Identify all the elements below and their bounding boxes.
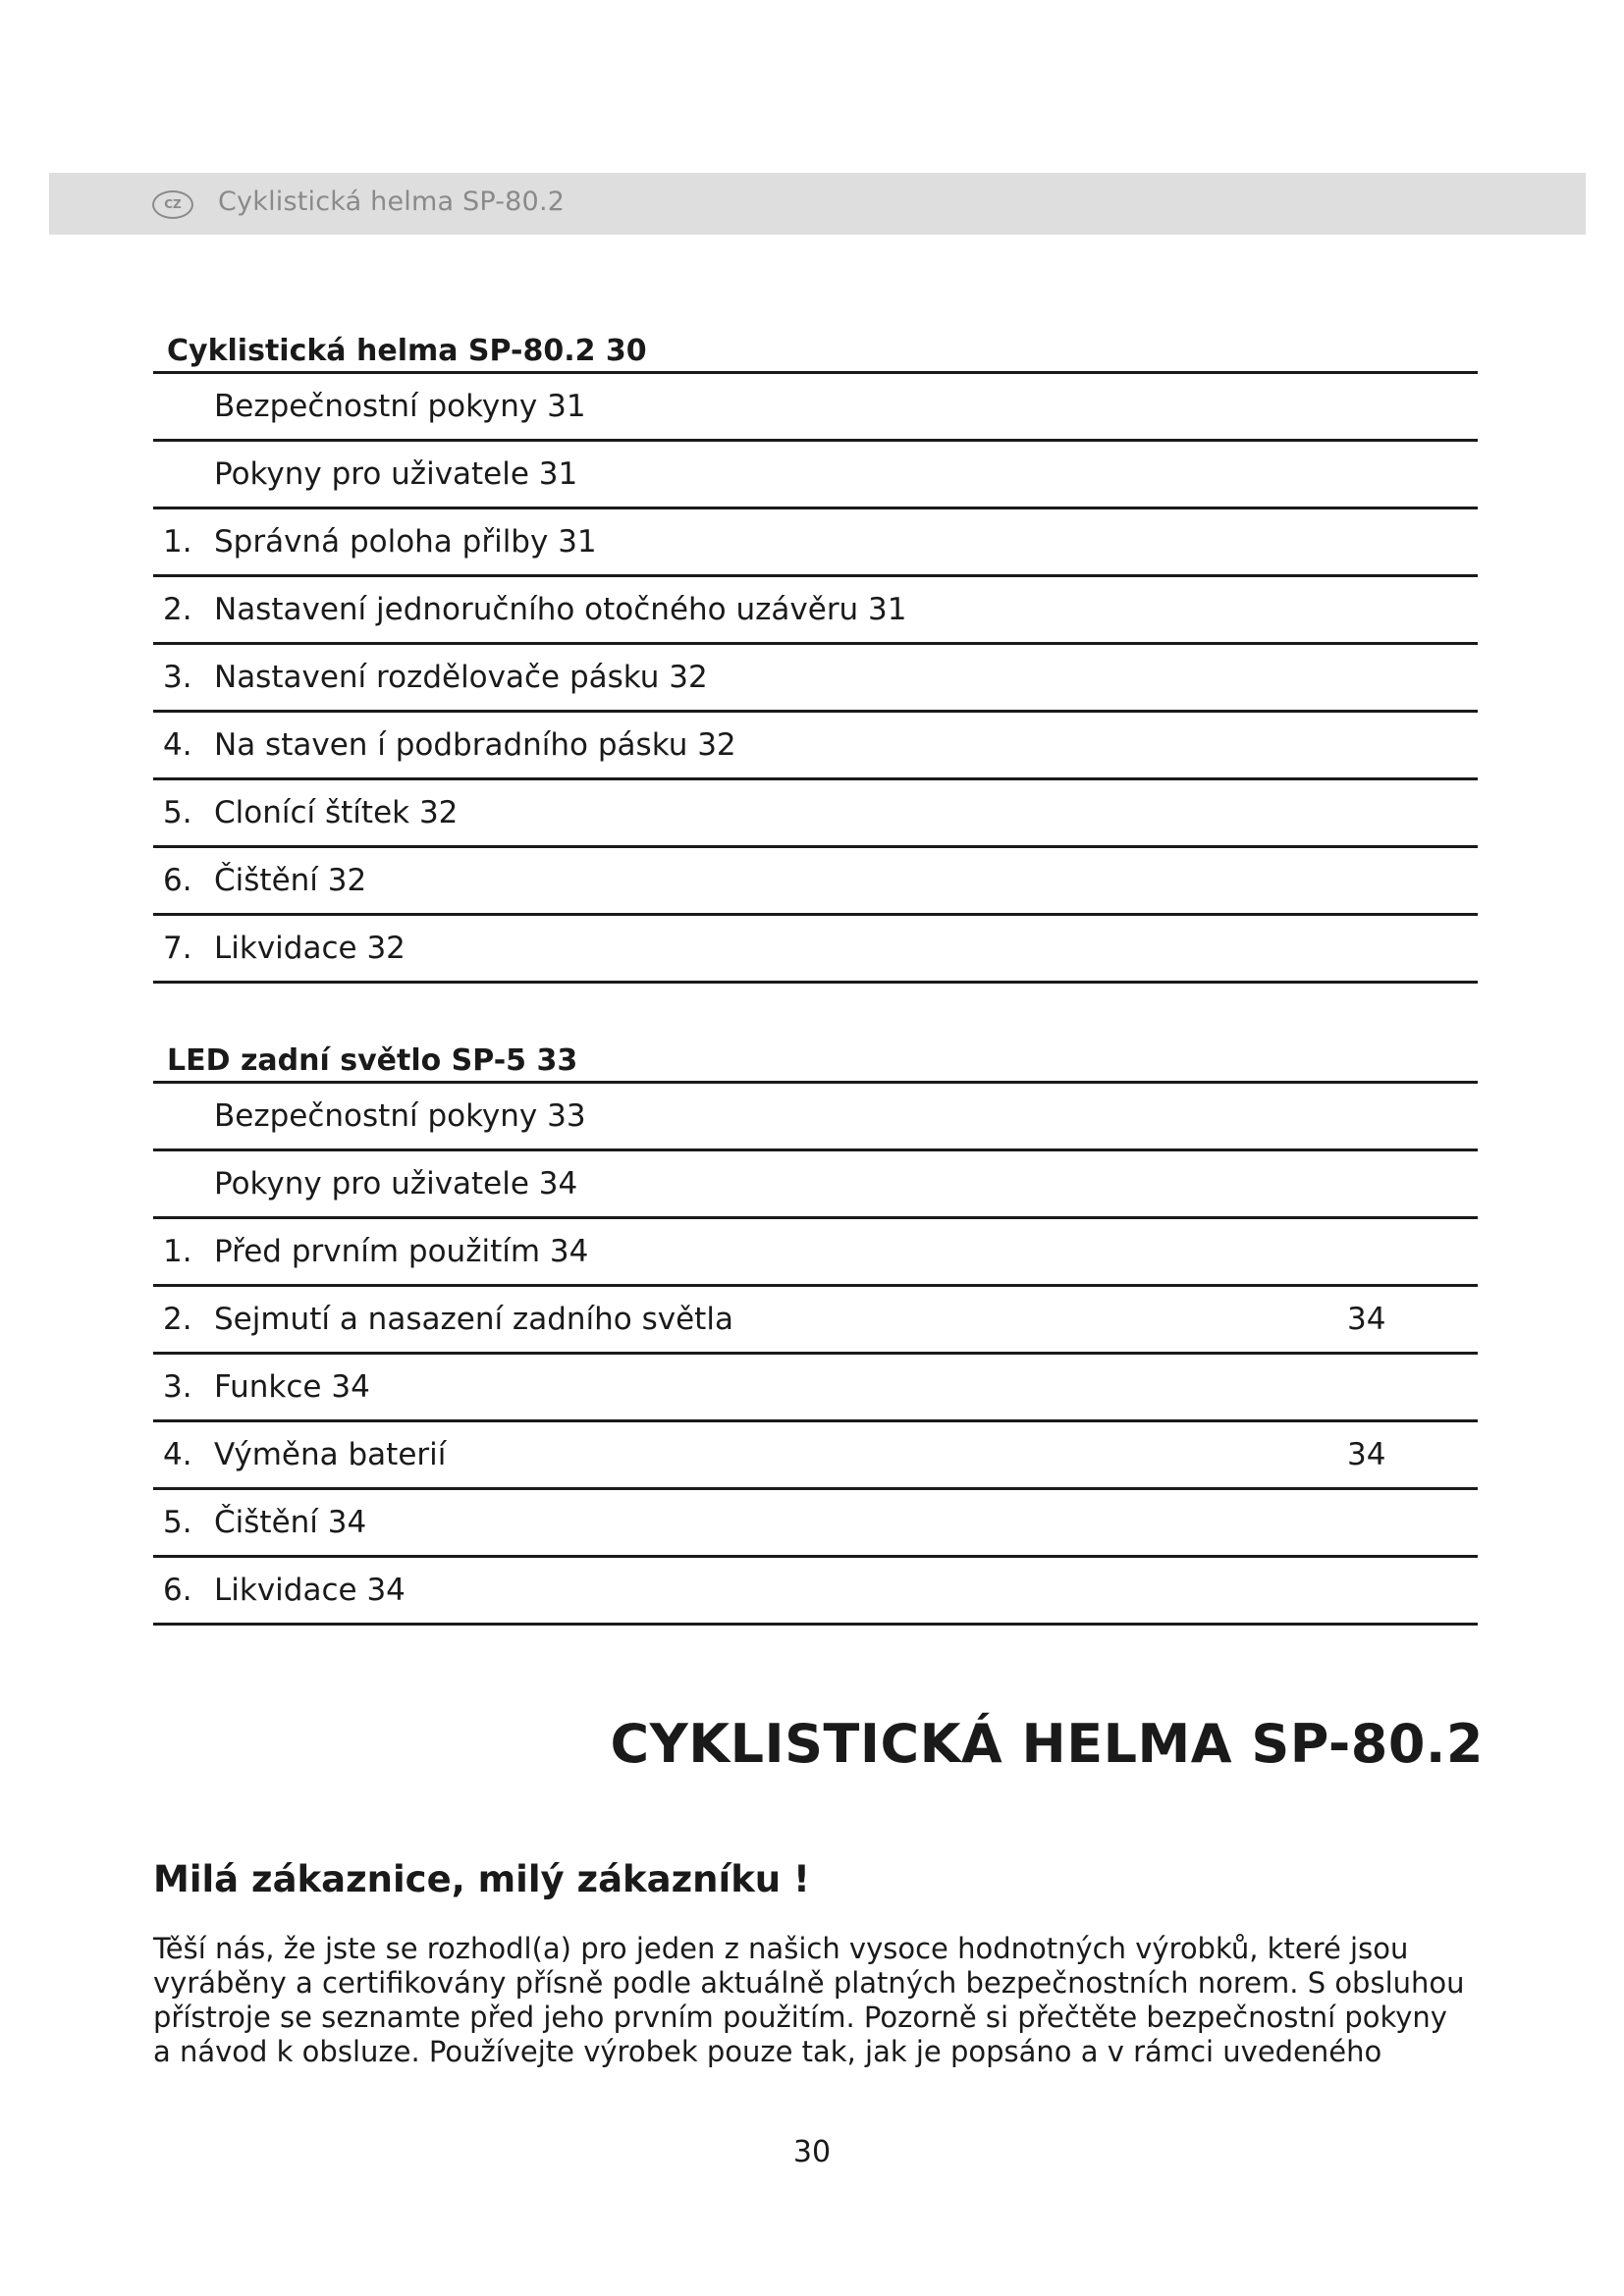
toc-row-label: Před prvním použitím 34 bbox=[214, 1234, 589, 1269]
toc-row-number: 2. bbox=[163, 1302, 192, 1337]
toc-row-number: 3. bbox=[163, 660, 192, 695]
toc-row bbox=[153, 1558, 1478, 1626]
page-number: 30 bbox=[792, 2135, 832, 2169]
intro-line: přístroje se seznamte před jeho prvním použitím. Pozorně si přečtěte bezpečnostní pokyny bbox=[153, 2001, 1447, 2034]
toc-row-page: 34 bbox=[1347, 1302, 1386, 1337]
toc-row-label: Nastavení rozdělovače pásku 32 bbox=[214, 660, 708, 695]
toc-helmet-section bbox=[153, 332, 1478, 984]
toc-row-label: Na staven í podbradního pásku 32 bbox=[214, 727, 736, 763]
toc-row-number: 1. bbox=[163, 524, 192, 560]
toc-row-number: 6. bbox=[163, 863, 192, 898]
toc-row bbox=[153, 1422, 1478, 1490]
toc-row bbox=[153, 916, 1478, 984]
intro-line: vyráběny a certifikovány přísně podle aktuálně platných bezpečnostních norem. S obsluhou bbox=[153, 1966, 1465, 2000]
toc-row-label: Funkce 34 bbox=[214, 1369, 370, 1405]
toc-row-label: Pokyny pro uživatele 31 bbox=[214, 456, 578, 492]
toc-row-label: Nastavení jednoručního otočného uzávěru 31 bbox=[214, 592, 907, 627]
intro-paragraph bbox=[153, 1932, 1498, 2069]
toc-row-label: Čištění 32 bbox=[214, 863, 367, 898]
toc-row bbox=[153, 1219, 1478, 1287]
toc-row bbox=[153, 1084, 1478, 1151]
toc-light-section bbox=[153, 1041, 1478, 1626]
toc-row-label: Správná poloha přilby 31 bbox=[214, 524, 597, 560]
toc-row-label: Likvidace 34 bbox=[214, 1573, 406, 1608]
toc-row-number: 4. bbox=[163, 1437, 192, 1472]
toc-row-number: 5. bbox=[163, 795, 192, 830]
toc-row-number: 1. bbox=[163, 1234, 192, 1269]
header-band bbox=[49, 173, 1586, 235]
toc-row bbox=[153, 780, 1478, 848]
toc-row bbox=[153, 848, 1478, 916]
toc-row bbox=[153, 1151, 1478, 1219]
toc-row bbox=[153, 645, 1478, 713]
toc-row bbox=[153, 1287, 1478, 1355]
toc-row-number: 6. bbox=[163, 1573, 192, 1608]
toc-light-heading: LED zadní světlo SP-5 33 bbox=[153, 1041, 1478, 1084]
toc-row-label: Čištění 34 bbox=[214, 1505, 367, 1540]
toc-row-number: 5. bbox=[163, 1505, 192, 1540]
toc-row bbox=[153, 374, 1478, 442]
toc-row bbox=[153, 1355, 1478, 1422]
toc-row-number: 4. bbox=[163, 727, 192, 763]
toc-row-label: Pokyny pro uživatele 34 bbox=[214, 1166, 578, 1201]
toc-row-page: 34 bbox=[1347, 1437, 1386, 1472]
header-title: Cyklistická helma SP-80.2 bbox=[218, 187, 566, 217]
intro-line: a návod k obsluze. Používejte výrobek pouze tak, jak je popsáno a v rámci uvedeného bbox=[153, 2035, 1382, 2068]
toc-row-number: 2. bbox=[163, 592, 192, 627]
toc-row bbox=[153, 509, 1478, 577]
toc-row bbox=[153, 577, 1478, 645]
toc-row-label: Bezpečnostní pokyny 31 bbox=[214, 389, 586, 424]
toc-row-label: Likvidace 32 bbox=[214, 931, 406, 966]
toc-helmet-heading: Cyklistická helma SP-80.2 30 bbox=[153, 332, 1478, 374]
toc-row-label: Sejmutí a nasazení zadního světla bbox=[214, 1302, 733, 1337]
toc-row bbox=[153, 442, 1478, 509]
greeting-heading: Milá zákaznice, milý zákazníku ! bbox=[153, 1858, 810, 1900]
language-badge: CZ bbox=[152, 190, 193, 219]
intro-line: Těší nás, že jste se rozhodl(a) pro jeden z našich vysoce hodnotných výrobků, které jsou bbox=[153, 1932, 1409, 1965]
toc-row-number: 3. bbox=[163, 1369, 192, 1405]
toc-row-label: Clonící štítek 32 bbox=[214, 795, 459, 830]
toc-row-label: Výměna baterií bbox=[214, 1437, 447, 1472]
toc-row-label: Bezpečnostní pokyny 33 bbox=[214, 1098, 586, 1134]
toc-row-number: 7. bbox=[163, 931, 192, 966]
toc-row bbox=[153, 713, 1478, 780]
toc-row bbox=[153, 1490, 1478, 1558]
section-main-title: CYKLISTICKÁ HELMA SP-80.2 bbox=[610, 1713, 1484, 1775]
